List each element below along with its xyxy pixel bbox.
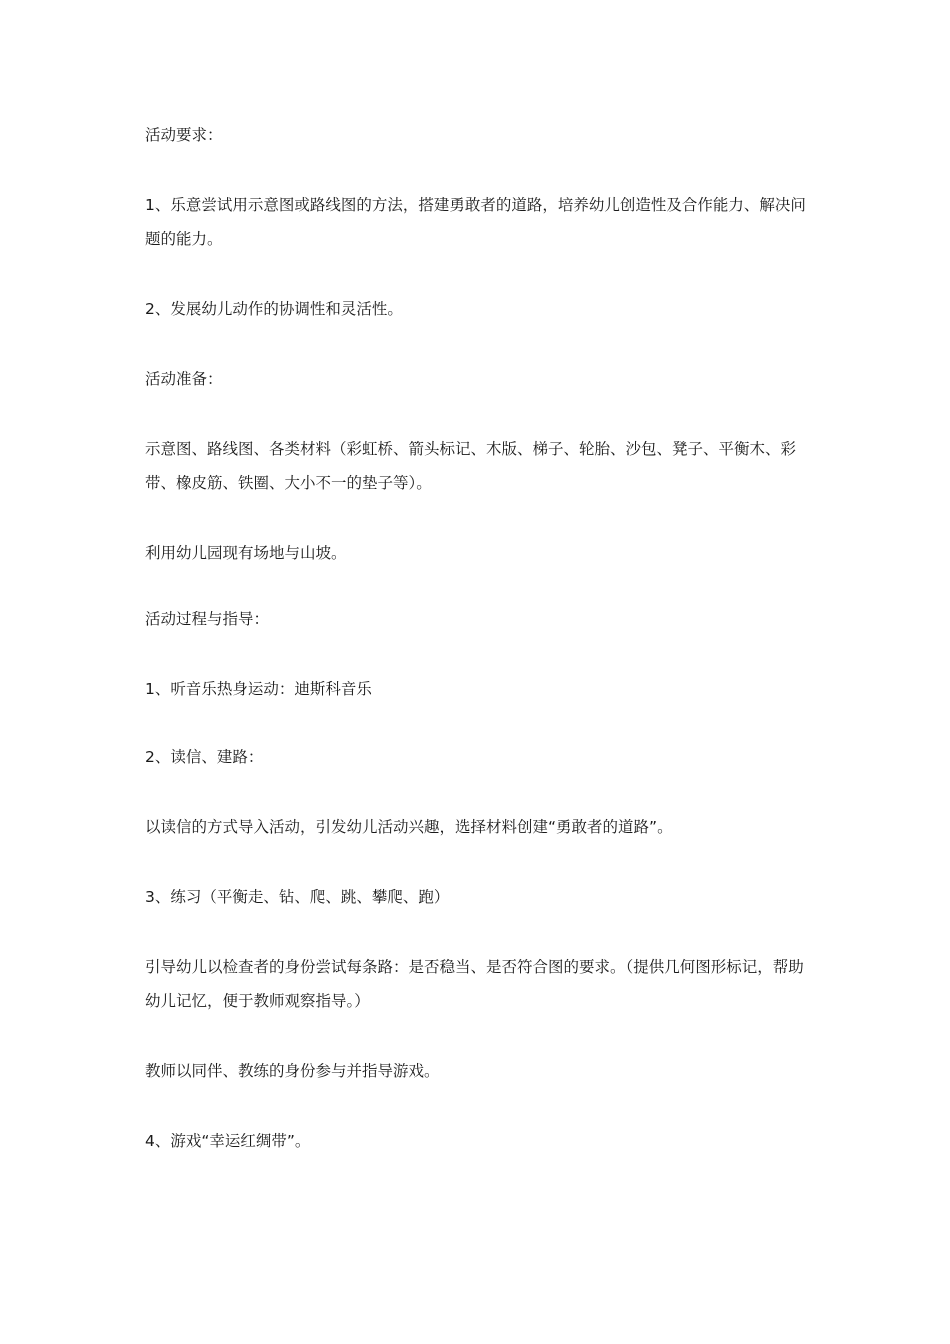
preparation-materials: 示意图、路线图、各类材料（彩虹桥、箭头标记、木版、梯子、轮胎、沙包、凳子、平衡木、彩带、橡皮筋、铁圈、大小不一的垫子等）。: [145, 440, 797, 492]
process-step-3-detail: 引导幼儿以检查者的身份尝试每条路：是否稳当、是否符合图的要求。（提供几何图形标记，帮助幼儿记忆，便于教师观察指导。）: [145, 958, 804, 1010]
process-step-3-teacher-role: 教师以同伴、教练的身份参与并指导游戏。: [145, 1062, 440, 1080]
process-step-2: 2、读信、建路：: [145, 748, 264, 766]
requirement-item-2: 2、发展幼儿动作的协调性和灵活性。: [145, 300, 403, 318]
section-heading-requirements: 活动要求：: [145, 126, 223, 144]
preparation-venue: 利用幼儿园现有场地与山坡。: [145, 544, 347, 562]
process-step-4: 4、游戏“幸运红绸带”。: [145, 1132, 311, 1150]
process-step-1: 1、听音乐热身运动：迪斯科音乐: [145, 680, 372, 698]
process-step-2-detail: 以读信的方式导入活动，引发幼儿活动兴趣，选择材料创建“勇敢者的道路”。: [145, 818, 673, 836]
requirement-item-1: 1、乐意尝试用示意图或路线图的方法，搭建勇敢者的道路，培养幼儿创造性及合作能力、解决问题的能力。: [145, 196, 806, 248]
section-heading-process: 活动过程与指导：: [145, 610, 270, 628]
process-step-3: 3、练习（平衡走、钻、爬、跳、攀爬、跑）: [145, 888, 450, 906]
section-heading-preparation: 活动准备：: [145, 370, 223, 388]
